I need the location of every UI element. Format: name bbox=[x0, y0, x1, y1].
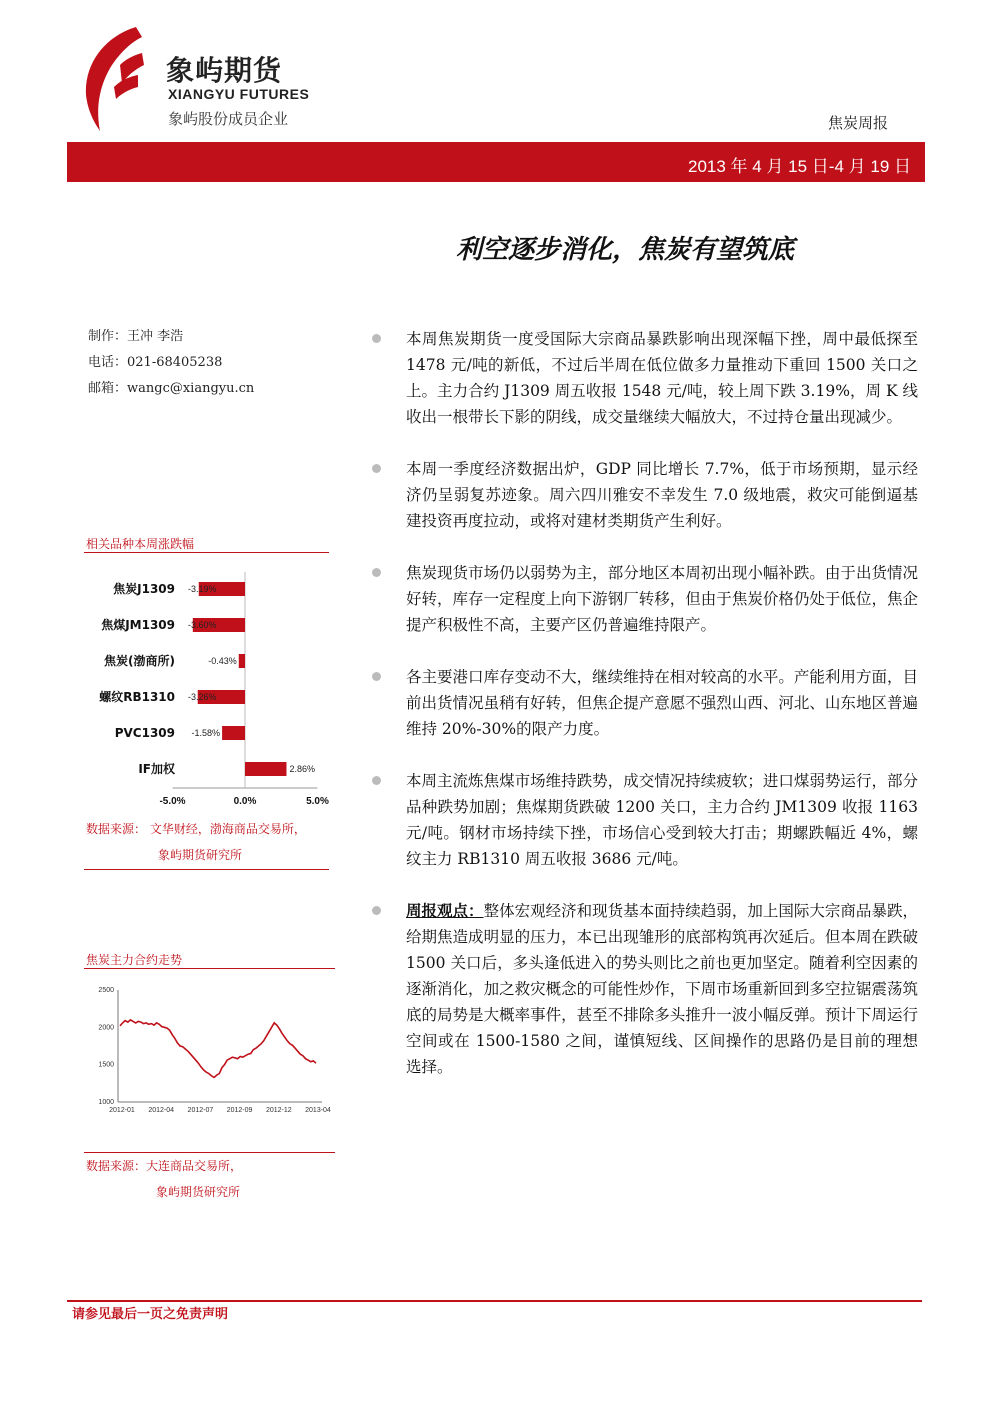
bar-category-label: IF加权 bbox=[138, 762, 175, 776]
bullet-dot-icon bbox=[372, 672, 381, 681]
report-title: 利空逐步消化，焦炭有望筑底 bbox=[456, 235, 795, 265]
phone-line: 电话：021-68405238 bbox=[88, 355, 223, 370]
date-range: 2013 年 4 月 15 日-4 月 19 日 bbox=[688, 157, 911, 176]
bar-value-label: -3.19% bbox=[188, 584, 217, 594]
bullet-item bbox=[370, 456, 918, 534]
bar-chart-source-line2: 象屿期货研究所 bbox=[158, 848, 243, 862]
bar-value-label: -0.43% bbox=[208, 656, 237, 666]
x-tick-label: 2012-01 bbox=[109, 1107, 135, 1114]
y-tick-label: 1500 bbox=[98, 1061, 114, 1069]
bullet-item bbox=[370, 768, 918, 872]
bar-value-label: -3.60% bbox=[188, 620, 217, 630]
price-line bbox=[120, 1020, 316, 1078]
x-tick-label: 5.0% bbox=[306, 796, 329, 807]
bullet-text: 本周一季度经济数据出炉，GDP 同比增长 7.7%，低于市场预期，显示经济仍呈弱复苏迹象。周六四川雅安不幸发生 7.0 级地震，救灾可能倒逼基建投资再度拉动，或将对建材类期货产生利好。 bbox=[406, 460, 918, 530]
section-divider bbox=[84, 968, 335, 969]
bullet-item bbox=[370, 326, 918, 430]
bullet-dot-icon bbox=[372, 334, 381, 343]
y-tick-label: 2000 bbox=[98, 1024, 114, 1032]
logo-chinese-name: 象屿期货 bbox=[166, 54, 283, 87]
report-type: 焦炭周报 bbox=[828, 114, 889, 132]
bar-category-label: 螺纹RB1310 bbox=[99, 690, 175, 704]
bar-chart-source-line1: 数据来源： 文华财经，渤海商品交易所， bbox=[86, 822, 306, 836]
x-tick-label: 2013-04 bbox=[305, 1107, 331, 1114]
logo-subtitle: 象屿股份成员企业 bbox=[168, 110, 289, 128]
weekly-change-bar-chart bbox=[84, 566, 334, 812]
bar-category-label: 焦炭J1309 bbox=[113, 582, 175, 596]
bullet-dot-icon bbox=[372, 464, 381, 473]
email-line: 邮箱：wangc@xiangyu.cn bbox=[88, 381, 255, 396]
bar-chart-source bbox=[86, 816, 306, 868]
bullet-text: 本周焦炭期货一度受国际大宗商品暴跌影响出现深幅下挫，周中最低探至 1478 元/吨的新低，不过后半周在低位做多力量推动下重回 1500 关口之上。主力合约 J1309 周五收报 1548 元/吨，较上周下跌 3.19%，周 K 线收出一根带长下影的阴线，成交量继续大幅放大，不过持仓量出现减少。 bbox=[406, 330, 918, 426]
x-tick-label: -5.0% bbox=[159, 796, 186, 807]
contact-block bbox=[88, 324, 254, 402]
bar-category-label: 焦煤JM1309 bbox=[101, 618, 175, 632]
bullet-dot-icon bbox=[372, 776, 381, 785]
x-tick-label: 2012-12 bbox=[265, 1107, 292, 1114]
author-line: 制作：王冲 李浩 bbox=[88, 329, 184, 344]
x-tick-label: 2012-04 bbox=[148, 1107, 175, 1114]
x-tick-label: 2012-07 bbox=[187, 1107, 214, 1114]
bar-value-label: 2.86% bbox=[289, 764, 316, 774]
line-chart-source-line1: 数据来源：大连商品交易所， bbox=[86, 1159, 243, 1173]
y-tick-label: 2500 bbox=[98, 987, 114, 994]
bullet-text: 本周主流炼焦煤市场维持跌势，成交情况持续疲软；进口煤弱势运行，部分品种跌势加剧；焦煤期货跌破 1200 关口，主力合约 JM1309 收报 1163 元/吨。钢材市场持续下挫，市场信心受到较大打击；期螺跌幅近 4%，螺纹主力 RB1310 周五收报 3686 元/吨。 bbox=[406, 772, 918, 868]
section-divider bbox=[84, 552, 329, 553]
footer-divider bbox=[67, 1300, 922, 1302]
bar-category-label: 焦炭(渤商所) bbox=[104, 654, 175, 668]
bar-chart-section-title: 相关品种本周涨跌幅 bbox=[86, 537, 195, 551]
bar-value-label: -1.58% bbox=[191, 728, 221, 738]
logo-emblem-icon bbox=[78, 25, 148, 133]
bullet-text: 焦炭现货市场仍以弱势为主，部分地区本周初出现小幅补跌。由于出货情况好转，库存一定程度上向下游钢厂转移，但由于焦炭价格仍处于低位，焦企提产积极性不高，主要产区仍普遍维持限产。 bbox=[406, 564, 918, 634]
bullet-item bbox=[370, 560, 918, 638]
bullet-item bbox=[370, 664, 918, 742]
bullet-dot-icon bbox=[372, 906, 381, 915]
line-chart-source-line2: 象屿期货研究所 bbox=[156, 1185, 241, 1199]
line-chart-section-title: 焦炭主力合约走势 bbox=[86, 953, 183, 967]
conclusion-lead: 周报观点： bbox=[406, 901, 484, 920]
bullet-list bbox=[370, 326, 918, 1106]
disclaimer-note: 请参见最后一页之免责声明 bbox=[72, 1307, 229, 1322]
y-tick-label: 1000 bbox=[98, 1099, 114, 1106]
bullet-dot-icon bbox=[372, 568, 381, 577]
logo-english-name: XIANGYU FUTURES bbox=[168, 86, 310, 102]
coke-price-line-chart bbox=[86, 980, 331, 1120]
x-tick-label: 2012-09 bbox=[226, 1107, 253, 1114]
bar bbox=[222, 726, 245, 740]
bullet-text: 整体宏观经济和现货基本面持续趋弱，加上国际大宗商品暴跌，给期焦造成明显的压力，本已出现雏形的底部构筑再次延后。但本周在跌破 1500 关口后，多头逢低进入的势头则比之前也更加坚定。随着利空因素的逐渐消化，加之救灾概念的可能性炒作，下周市场重新回到多空拉锯震荡筑底的局势是大概率事件，甚至不排除多头推升一波小幅反弹。预计下周运行空间或在 1500-1580 之间，谨慎短线、区间操作的思路仍是目前的理想选择。 bbox=[406, 902, 918, 1076]
section-divider bbox=[84, 869, 329, 870]
bar bbox=[239, 654, 245, 668]
bar-value-label: -3.26% bbox=[188, 692, 217, 702]
logo bbox=[78, 25, 318, 135]
bullet-text: 各主要港口库存变动不大，继续维持在相对较高的水平。产能利用方面，目前出货情况虽稍有好转，但焦企提产意愿不强烈山西、河北、山东地区普遍维持 20%-30%的限产力度。 bbox=[406, 668, 918, 738]
date-bar bbox=[67, 142, 925, 182]
bullet-item-conclusion bbox=[370, 898, 918, 1080]
line-chart-source bbox=[86, 1153, 242, 1205]
bar bbox=[245, 762, 286, 776]
bar-category-label: PVC1309 bbox=[114, 726, 175, 740]
x-tick-label: 0.0% bbox=[233, 796, 257, 807]
